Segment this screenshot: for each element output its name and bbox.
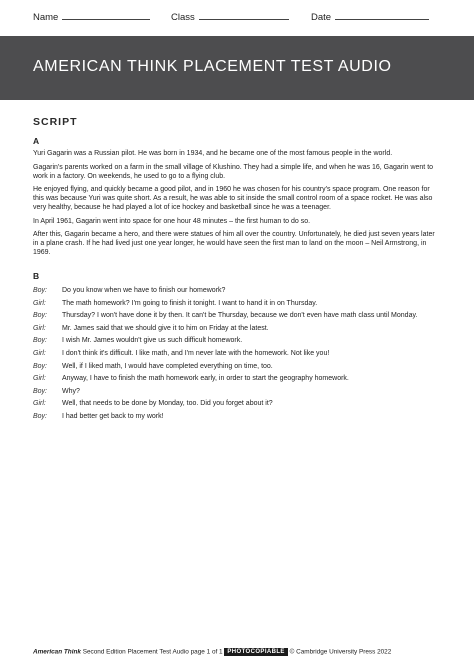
dialogue-line [33, 285, 441, 298]
date-label: Date [311, 12, 332, 23]
section-title: SCRIPT [33, 116, 78, 128]
date-field[interactable] [311, 10, 429, 23]
dialogue-line [33, 373, 441, 386]
dialogue-line [33, 310, 441, 323]
photocopiable-badge: PHOTOCOPIABLE [224, 648, 287, 656]
paragraph: In April 1961, Gagarin went into space for one hour 48 minutes – the first human to do so. [33, 217, 311, 225]
speaker-label: Boy: [33, 287, 48, 294]
part-a-section [33, 136, 441, 262]
speaker-label: Girl: [33, 375, 46, 383]
dialogue-text: I don't think it's difficult. I like math, and I'm never late with the homework. Not like you! [62, 349, 330, 357]
page-footer [33, 648, 443, 660]
speaker-label: Girl: [33, 349, 46, 357]
speaker-label: Boy: [33, 337, 48, 345]
dialogue-line [33, 298, 441, 311]
paragraph: After this, Gagarin became a hero, and there were statues of him all over the country. Unfortunately, he died just seven years later in a plane crash. If he had lived just one year longer, he would have seen the first man to land on the moon – Neil Armstrong, in 1969. [33, 231, 435, 256]
speaker-label: Boy: [33, 312, 48, 320]
dialogue-text: Well, if I liked math, I would have completed everything on time, too. [62, 362, 273, 370]
speaker-label: Girl: [33, 324, 46, 332]
dialogue-line [33, 348, 441, 361]
footer-page-number: page 1 of 1 [190, 648, 223, 656]
class-label: Class [171, 12, 195, 23]
dialogue-text: Anyway, I have to finish the math homework early, in order to start the geography homework. [62, 375, 349, 383]
class-field[interactable] [171, 10, 289, 23]
dialogue-text: The math homework? I'm going to finish it tonight. I want to hand it in on Thursday. [62, 299, 318, 307]
speaker-label: Boy: [33, 412, 48, 420]
speaker-label: Girl: [33, 299, 46, 307]
dialogue-line [33, 398, 441, 411]
dialogue [33, 285, 441, 424]
dialogue-text: I wish Mr. James wouldn't give us such difficult homework. [62, 337, 243, 345]
name-blank-line[interactable] [62, 10, 150, 20]
date-blank-line[interactable] [335, 10, 429, 20]
dialogue-line [33, 411, 441, 424]
speaker-label: Boy: [33, 387, 48, 395]
dialogue-line [33, 335, 441, 348]
dialogue-text: Well, that needs to be done by Monday, too. Did you forget about it? [62, 400, 273, 408]
part-b-label: B [33, 271, 40, 281]
name-label: Name [33, 12, 59, 23]
dialogue-text: Why? [62, 387, 80, 395]
dialogue-text: Thursday? I won't have done it by then. It can't be Thursday, because we don't even have math class until Monday. [62, 312, 418, 320]
speaker-label: Boy: [33, 362, 48, 370]
paragraph: Yuri Gagarin was a Russian pilot. He was born in 1934, and he became one of the most famous people in the world. [33, 150, 393, 157]
footer-brand: American Think [33, 648, 81, 656]
paragraph: He enjoyed flying, and quickly became a good pilot, and in 1960 he was chosen for his country's space program. One reason for this was because Yuri was quite short. As a result, he was able to sit inside the small control room of a space rocket. He was also very healthy, because he had played a lot of ice hockey and basketball since he was a teenager. [33, 186, 433, 211]
dialogue-text: Do you know when we have to finish our homework? [62, 287, 226, 294]
dialogue-line [33, 361, 441, 374]
speaker-label: Girl: [33, 400, 46, 408]
paragraph: Gagarin's parents worked on a farm in the small village of Klushino. They had a simple life, and when he was 16, Gagarin went to work in a factory. On weekends, he used to go to a flying club. [33, 163, 434, 180]
part-a-label: A [33, 136, 40, 146]
page-title: AMERICAN THINK PLACEMENT TEST AUDIO [33, 58, 392, 75]
dialogue-line [33, 386, 441, 399]
student-info-fields [33, 10, 443, 26]
name-field[interactable] [33, 10, 150, 23]
dialogue-text: Mr. James said that we should give it to him on Friday at the latest. [62, 324, 269, 332]
class-blank-line[interactable] [199, 10, 289, 20]
part-b-section [33, 271, 441, 424]
dialogue-text: I had better get back to my work! [62, 412, 164, 420]
dialogue-line [33, 323, 441, 336]
footer-copyright: © Cambridge University Press 2022 [289, 648, 392, 656]
footer-edition: Second Edition Placement Test Audio [82, 648, 189, 656]
